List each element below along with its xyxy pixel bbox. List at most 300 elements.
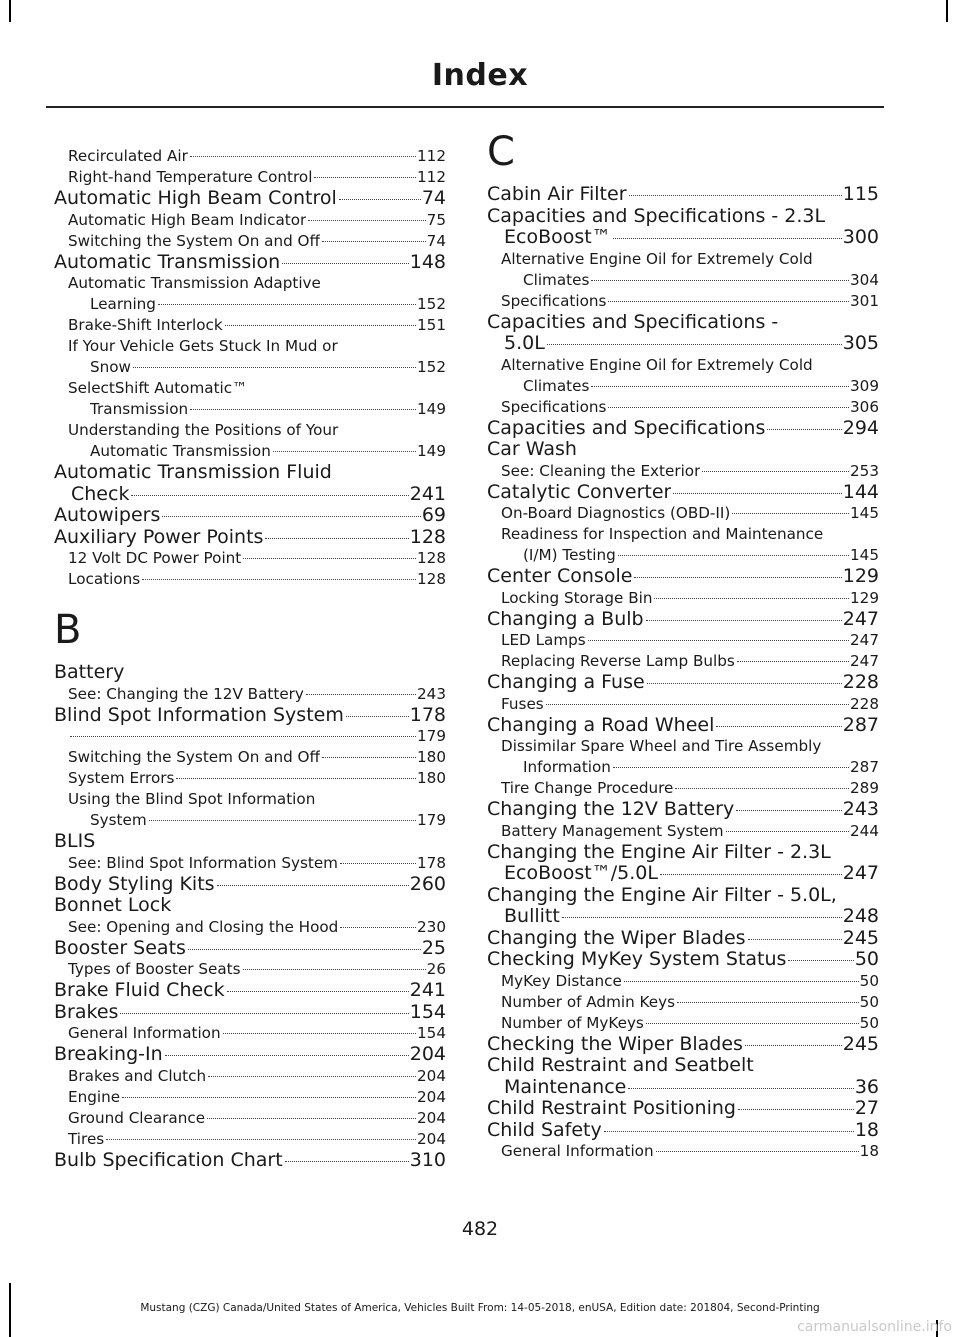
dot-leader: [646, 1023, 859, 1024]
entry-label: EcoBoost™: [504, 227, 611, 248]
index-subentry[interactable]: [487, 630, 879, 651]
index-subentry[interactable]: [487, 461, 879, 482]
index-subentry[interactable]: [54, 315, 446, 336]
entry-page-number: 204: [417, 1087, 446, 1106]
entry-page-number: 204: [417, 1066, 446, 1085]
entry-page-number: 148: [409, 250, 446, 273]
index-entry[interactable]: [54, 874, 446, 896]
entry-page-number: 180: [417, 748, 446, 766]
entry-page-number: 230: [417, 917, 446, 936]
entry-label: Brake Fluid Check: [54, 980, 225, 1001]
dot-leader: [618, 555, 849, 556]
entry-label: Fuses: [501, 694, 544, 713]
index-entry[interactable]: [487, 566, 879, 588]
index-entry[interactable]: [487, 949, 879, 971]
index-entry[interactable]: [487, 715, 879, 737]
entry-page-number: 241: [409, 482, 446, 505]
index-subentry[interactable]: [54, 917, 446, 938]
index-subentry[interactable]: [487, 503, 879, 524]
entry-label-first-line: Child Restraint and Seatbelt: [487, 1054, 754, 1076]
entry-label: Catalytic Converter: [487, 481, 672, 503]
entry-page-number: 145: [850, 546, 879, 564]
index-subentry[interactable]: [54, 231, 446, 252]
entry-label: 12 Volt DC Power Point: [68, 549, 242, 567]
entry-label: Replacing Reverse Lamp Bulbs: [501, 652, 735, 670]
index-column-left: [54, 146, 446, 1171]
dot-leader: [149, 820, 416, 821]
entry-label: System: [90, 811, 147, 829]
index-subentry[interactable]: [487, 651, 879, 672]
entry-label: See: Cleaning the Exterior: [501, 461, 701, 480]
index-subentry[interactable]: [487, 1013, 879, 1034]
index-entry[interactable]: [54, 1044, 446, 1066]
entry-page-number: 74: [421, 187, 446, 209]
dot-leader: [285, 1161, 409, 1162]
dot-leader: [308, 220, 425, 221]
entry-page-number: 145: [850, 504, 879, 522]
dot-leader: [176, 778, 416, 779]
dot-leader: [314, 177, 416, 178]
index-entry[interactable]: [487, 928, 879, 950]
entry-page-number: 287: [842, 713, 879, 736]
entry-page-number: 253: [850, 461, 879, 480]
entry-page-number: 247: [842, 607, 879, 630]
entry-page-number: 204: [417, 1129, 446, 1148]
entry-label: Number of Admin Keys: [501, 992, 675, 1011]
entry-label: Changing a Fuse: [487, 672, 645, 693]
index-subentry[interactable]: [487, 821, 879, 842]
entry-label-first-line: Capacities and Specifications -: [487, 310, 779, 333]
entry-label: Information: [523, 758, 611, 776]
dot-leader: [647, 683, 842, 684]
index-subentry[interactable]: [54, 747, 446, 768]
entry-page-number: 289: [850, 779, 879, 797]
entry-label-first-line: Alternative Engine Oil for Extremely Cold: [501, 355, 813, 374]
entry-page-number: 112: [417, 147, 446, 165]
entry-page-number: 243: [417, 684, 446, 703]
index-entry[interactable]: [487, 482, 879, 504]
entry-label-first-line: Changing the Engine Air Filter - 5.0L,: [487, 883, 837, 906]
dot-leader: [106, 1139, 416, 1140]
entry-label: Checking the Wiper Blades: [487, 1033, 743, 1055]
entry-page-number: 178: [417, 853, 446, 872]
entry-label: Autowipers: [54, 505, 161, 526]
dot-leader: [265, 538, 408, 539]
entry-page-number: 245: [842, 1032, 879, 1055]
dot-leader: [190, 409, 416, 410]
entry-page-number: 18: [854, 1118, 879, 1141]
index-entry[interactable]: [54, 188, 446, 210]
entry-page-number: 129: [850, 588, 879, 607]
entry-label: Automatic Transmission: [90, 442, 271, 460]
entry-page-number: 260: [409, 872, 446, 895]
entry-label: See: Opening and Closing the Hood: [68, 917, 339, 936]
entry-label: System Errors: [68, 769, 175, 787]
entry-label: Checking MyKey System Status: [487, 949, 787, 970]
entry-page-number: 245: [842, 926, 879, 949]
entry-label: Right-hand Temperature Control: [68, 168, 313, 186]
index-entry[interactable]: [487, 885, 879, 928]
entry-label: Child Restraint Positioning: [487, 1098, 736, 1119]
entry-page-number: 36: [854, 1075, 879, 1098]
entry-page-number: 50: [859, 971, 879, 990]
section-letter: C: [487, 129, 515, 175]
index-entry[interactable]: [487, 799, 879, 821]
index-entry[interactable]: [487, 609, 879, 631]
index-entry[interactable]: [54, 705, 446, 727]
entry-label-first-line: Understanding the Positions of Your: [68, 421, 339, 439]
entry-page-number: 310: [409, 1148, 446, 1171]
entry-label: Automatic High Beam Control: [54, 188, 337, 209]
index-subentry[interactable]: [54, 1108, 446, 1129]
entry-page-number: 112: [417, 168, 446, 186]
index-subentry[interactable]: [54, 569, 446, 590]
entry-page-number: 75: [426, 210, 446, 229]
index-subentry[interactable]: [487, 1141, 879, 1162]
index-subentry[interactable]: [487, 524, 879, 566]
entry-label: Check: [71, 483, 130, 505]
entry-label: See: Changing the 12V Battery: [68, 684, 304, 703]
index-entry[interactable]: [487, 1098, 879, 1120]
index-subentry[interactable]: [54, 420, 446, 462]
entry-label: Tire Change Procedure: [501, 779, 674, 797]
dot-leader: [588, 640, 849, 641]
index-subentry[interactable]: [54, 146, 446, 167]
dot-leader: [227, 991, 409, 992]
dot-leader: [562, 917, 842, 918]
dot-leader: [675, 788, 849, 789]
dot-leader: [608, 407, 849, 408]
entry-page-number: 228: [850, 694, 879, 713]
entry-page-number: 287: [850, 758, 879, 776]
entry-label: Changing a Bulb: [487, 608, 644, 630]
index-subentry[interactable]: [54, 273, 446, 315]
entry-label: Capacities and Specifications: [487, 417, 766, 439]
entry-label-first-line: Capacities and Specifications - 2.3L: [487, 204, 826, 227]
index-entry[interactable]: [54, 252, 446, 274]
dot-leader: [624, 981, 859, 982]
entry-page-number: 241: [409, 979, 446, 1001]
dot-leader: [273, 451, 416, 452]
entry-page-number: 27: [854, 1097, 879, 1119]
index-entry[interactable]: [487, 1120, 879, 1142]
dot-leader: [225, 325, 416, 326]
entry-label: Climates: [523, 376, 590, 395]
dot-leader: [677, 1002, 859, 1003]
dot-leader: [646, 620, 842, 621]
dot-leader: [591, 386, 849, 387]
index-subentry[interactable]: [487, 694, 879, 715]
entry-label: Brakes and Clutch: [68, 1066, 207, 1085]
entry-page-number: 306: [850, 397, 879, 416]
index-subentry[interactable]: [54, 1023, 446, 1044]
dot-leader: [732, 513, 849, 514]
dot-leader: [546, 704, 849, 705]
dot-leader: [142, 579, 416, 580]
index-entry[interactable]: [487, 1034, 879, 1056]
dot-leader: [306, 694, 416, 695]
entry-label: Locations: [68, 570, 141, 588]
index-entry[interactable]: [54, 505, 446, 527]
entry-page-number: 154: [409, 1000, 446, 1023]
dot-leader: [188, 949, 421, 950]
index-subentry[interactable]: [54, 959, 446, 980]
entry-label: Snow: [90, 358, 131, 376]
entry-page-number: 50: [859, 992, 879, 1011]
dot-leader: [736, 810, 842, 811]
index-entry[interactable]: [487, 312, 879, 355]
entry-label-first-line: SelectShift Automatic™: [68, 379, 248, 397]
index-entry[interactable]: [487, 439, 879, 461]
dot-leader: [120, 1013, 408, 1014]
index-entry[interactable]: [54, 1002, 446, 1024]
entry-label: Bullitt: [504, 906, 560, 927]
entry-page-number: 152: [417, 358, 446, 376]
entry-label: Automatic Transmission: [54, 251, 281, 273]
entry-label: Switching the System On and Off: [68, 748, 320, 766]
watermark: carmanualsonline.info: [797, 1319, 952, 1335]
entry-label-first-line: Dissimilar Spare Wheel and Tire Assembly: [501, 737, 822, 755]
entry-page-number: 25: [421, 936, 446, 959]
entry-label: Cabin Air Filter: [487, 184, 627, 205]
index-entry[interactable]: [54, 1150, 446, 1172]
dot-leader: [243, 558, 416, 559]
entry-label: Climates: [523, 270, 590, 289]
page-title: Index: [431, 58, 529, 93]
index-entry[interactable]: [54, 462, 446, 505]
dot-leader: [628, 1088, 853, 1089]
entry-label: Brakes: [54, 1001, 119, 1023]
index-subentry[interactable]: [54, 378, 446, 420]
entry-label: BLIS: [54, 831, 96, 852]
index-subentry[interactable]: [54, 853, 446, 874]
entry-page-number: 294: [842, 416, 879, 439]
entry-label-first-line: Changing the Engine Air Filter - 2.3L: [487, 840, 831, 863]
entry-label: Changing the 12V Battery: [487, 799, 735, 820]
entry-page-number: 115: [842, 183, 879, 205]
entry-label: Specifications: [501, 397, 607, 416]
index-subentry[interactable]: [54, 789, 446, 831]
dot-leader: [190, 156, 416, 157]
index-subentry[interactable]: [54, 167, 446, 188]
dot-leader: [613, 767, 849, 768]
dot-leader: [660, 874, 842, 875]
dot-leader: [133, 367, 416, 368]
entry-label: Breaking-In: [54, 1044, 163, 1065]
dot-leader: [788, 960, 853, 961]
entry-page-number: 26: [426, 960, 446, 978]
entry-label: Recirculated Air: [68, 147, 188, 165]
entry-page-number: 18: [859, 1142, 879, 1160]
entry-label: Bonnet Lock: [54, 895, 172, 916]
entry-label: Specifications: [501, 291, 607, 310]
index-entry[interactable]: [487, 418, 879, 440]
entry-page-number: 69: [421, 504, 446, 526]
entry-label: Engine: [68, 1087, 121, 1106]
crop-mark-top-right: [946, 0, 948, 22]
index-entry[interactable]: [54, 980, 446, 1002]
index-subentry[interactable]: [54, 1087, 446, 1108]
dot-leader: [322, 757, 416, 758]
index-subentry[interactable]: [487, 355, 879, 397]
entry-page-number: 247: [842, 862, 879, 884]
entry-label: (I/M) Testing: [523, 546, 616, 564]
entry-page-number: 301: [850, 291, 879, 310]
dot-leader: [634, 577, 841, 578]
edition-footer: Mustang (CZG) Canada/United States of America, Vehicles Built From: 14-05-2018, enUSA, Edition date: 201804, Second-Printing: [140, 1302, 820, 1314]
entry-page-number: 180: [417, 769, 446, 787]
dot-leader: [322, 241, 426, 242]
entry-label: Battery: [54, 662, 125, 683]
header-divider: [46, 106, 884, 108]
dot-leader: [702, 471, 849, 472]
entry-page-number: 300: [842, 226, 879, 248]
page-number: 482: [461, 1218, 499, 1240]
dot-leader: [223, 1033, 416, 1034]
dot-leader: [547, 344, 842, 345]
entry-label: Learning: [90, 295, 156, 313]
entry-label: Tires: [68, 1129, 105, 1148]
entry-page-number: 144: [842, 480, 879, 503]
index-subentry[interactable]: [54, 336, 446, 378]
index-subentry[interactable]: [487, 249, 879, 291]
dot-leader: [217, 885, 409, 886]
dot-leader: [629, 195, 842, 196]
entry-label-first-line: Using the Blind Spot Information: [68, 790, 316, 808]
entry-label-first-line: If Your Vehicle Gets Stuck In Mud or: [68, 337, 338, 355]
index-subentry[interactable]: [54, 1066, 446, 1087]
dot-leader: [158, 304, 416, 305]
dot-leader: [716, 726, 841, 727]
entry-page-number: 247: [850, 631, 879, 649]
entry-label: General Information: [501, 1142, 654, 1160]
dot-leader: [346, 716, 409, 717]
entry-page-number: 129: [842, 565, 879, 587]
dot-leader: [243, 969, 426, 970]
dot-leader: [591, 280, 849, 281]
index-subentry[interactable]: [487, 397, 879, 418]
index-entry[interactable]: [54, 527, 446, 549]
index-entry[interactable]: [487, 672, 879, 694]
index-column-right: [487, 129, 879, 1162]
entry-label: MyKey Distance: [501, 971, 622, 990]
dot-leader: [282, 263, 409, 264]
index-entry[interactable]: [54, 831, 446, 853]
index-subentry[interactable]: [487, 778, 879, 799]
dot-leader: [673, 493, 841, 494]
entry-page-number: 149: [417, 442, 446, 460]
entry-label: 5.0L: [504, 333, 545, 354]
entry-page-number: 243: [842, 798, 879, 820]
entry-page-number: 304: [850, 270, 879, 289]
index-entry[interactable]: [54, 938, 446, 960]
entry-label-first-line: Readiness for Inspection and Maintenance: [501, 525, 824, 543]
index-subentry[interactable]: [487, 971, 879, 992]
entry-page-number: 247: [850, 652, 879, 670]
entry-label-first-line: Automatic Transmission Fluid: [54, 461, 332, 483]
entry-page-number: 152: [417, 295, 446, 313]
index-subentry[interactable]: [54, 548, 446, 569]
dot-leader: [70, 736, 416, 737]
entry-label: Switching the System On and Off: [68, 231, 320, 250]
entry-label: Blind Spot Information System: [54, 704, 344, 726]
entry-label: See: Blind Spot Information System: [68, 853, 338, 872]
index-entry[interactable]: [54, 662, 446, 684]
dot-leader: [737, 661, 849, 662]
entry-page-number: 309: [850, 376, 879, 395]
index-subentry[interactable]: [487, 992, 879, 1013]
dot-leader: [122, 1097, 416, 1098]
index-subentry[interactable]: [54, 768, 446, 789]
index-entry[interactable]: [487, 206, 879, 249]
dot-leader: [340, 863, 416, 864]
section-letter: B: [54, 607, 82, 653]
entry-page-number: 149: [417, 400, 446, 418]
dot-leader: [745, 1045, 842, 1046]
dot-leader: [608, 301, 849, 302]
entry-page-number: 50: [854, 948, 879, 970]
dot-leader: [613, 238, 842, 239]
dot-leader: [654, 598, 849, 599]
entry-page-number: 228: [842, 671, 879, 693]
dot-leader: [165, 1055, 409, 1056]
entry-page-number: 179: [417, 811, 446, 829]
index-entry[interactable]: [487, 1055, 879, 1098]
dot-leader: [767, 429, 841, 430]
index-entry[interactable]: [487, 184, 879, 206]
entry-label: General Information: [68, 1024, 221, 1042]
entry-label: Bulb Specification Chart: [54, 1149, 283, 1171]
index-subentry[interactable]: [487, 291, 879, 312]
index-subentry[interactable]: [54, 1129, 446, 1150]
entry-label: Number of MyKeys: [501, 1013, 644, 1032]
index-subentry[interactable]: [487, 588, 879, 609]
dot-leader: [340, 927, 416, 928]
index-entry[interactable]: [54, 895, 446, 917]
entry-page-number: 74: [426, 231, 446, 250]
entry-page-number: 204: [409, 1043, 446, 1065]
index-subentry[interactable]: [54, 210, 446, 231]
entry-label: Body Styling Kits: [54, 873, 215, 895]
dot-leader: [738, 1109, 854, 1110]
entry-label: On-Board Diagnostics (OBD-II): [501, 504, 731, 522]
index-subentry[interactable]: [487, 736, 879, 778]
entry-label: Car Wash: [487, 439, 577, 460]
entry-label: Maintenance: [504, 1076, 627, 1098]
index-subentry[interactable]: [54, 684, 446, 705]
index-subentry[interactable]: [54, 726, 446, 747]
entry-page-number: 305: [842, 332, 879, 354]
entry-page-number: 154: [417, 1024, 446, 1042]
entry-label: Child Safety: [487, 1119, 602, 1141]
entry-page-number: 128: [417, 549, 446, 567]
entry-label: Automatic High Beam Indicator: [68, 210, 307, 229]
dot-leader: [131, 495, 408, 496]
entry-label-first-line: Automatic Transmission Adaptive: [68, 274, 321, 292]
entry-label: Changing the Wiper Blades: [487, 927, 746, 949]
entry-label: Types of Booster Seats: [68, 960, 241, 978]
entry-label: Transmission: [90, 400, 189, 418]
crop-mark-top-left: [9, 0, 11, 22]
index-entry[interactable]: [487, 842, 879, 885]
entry-page-number: 248: [842, 905, 879, 927]
entry-page-number: 179: [417, 727, 446, 745]
dot-leader: [656, 1151, 859, 1152]
entry-page-number: 204: [417, 1108, 446, 1127]
dot-leader: [339, 199, 421, 200]
entry-page-number: 128: [409, 525, 446, 548]
dot-leader: [162, 516, 420, 517]
